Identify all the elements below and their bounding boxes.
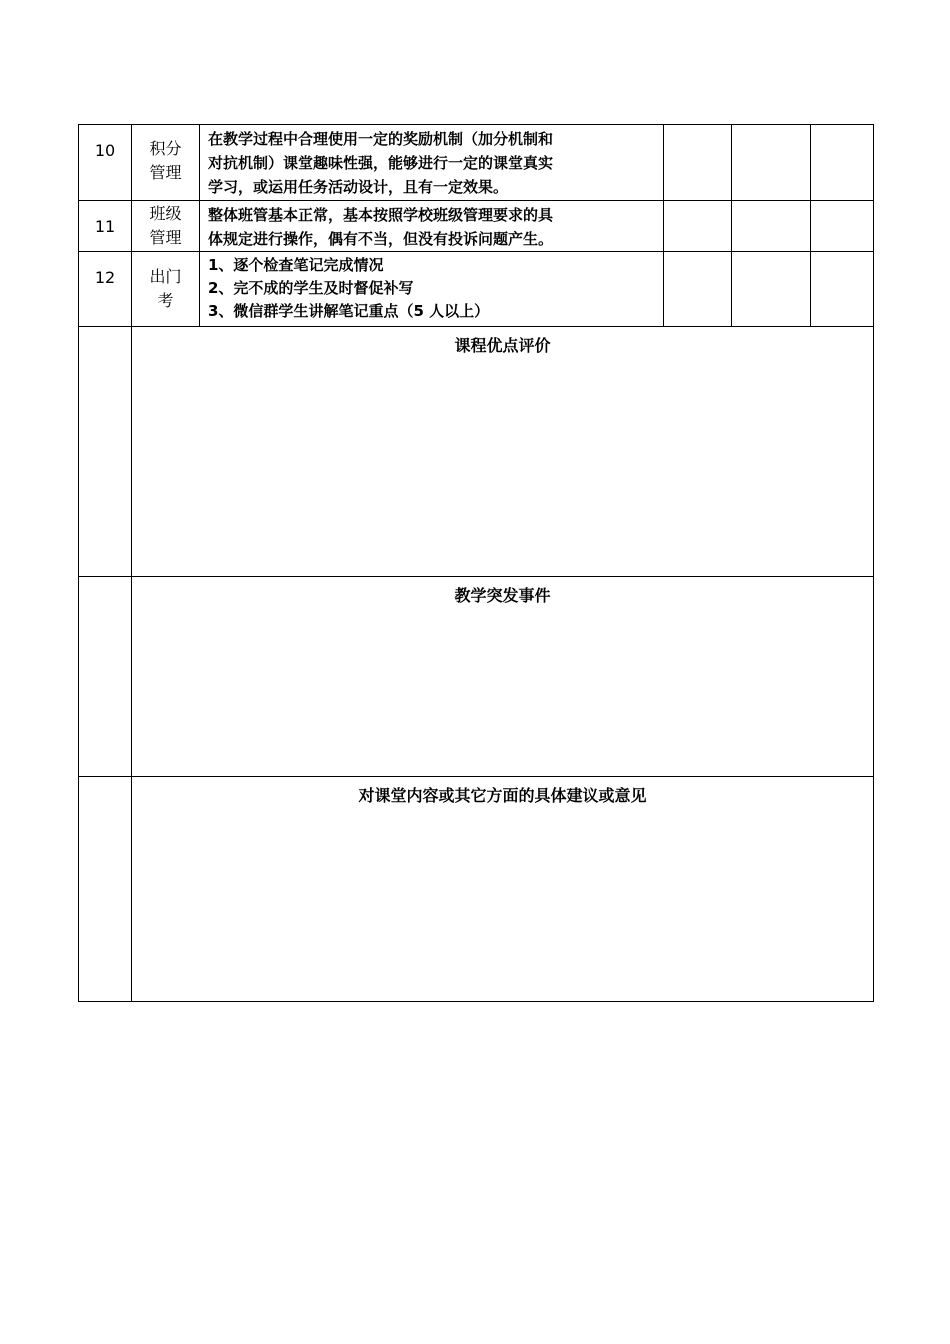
section-suggestions[interactable] — [132, 777, 874, 1002]
row-description — [200, 252, 664, 327]
table-row — [79, 125, 874, 201]
row-number: 10 — [79, 125, 132, 201]
row-category — [132, 252, 200, 327]
row-number: 12 — [79, 252, 132, 327]
description-line: 学习，或运用任务活动设计，且有一定效果。 — [208, 178, 509, 196]
section-title: 课程优点评价 — [454, 336, 551, 355]
score-cell[interactable] — [811, 252, 874, 327]
row-category-line: 考 — [157, 291, 174, 310]
section-row — [79, 777, 874, 1002]
section-title: 对课堂内容或其它方面的具体建议或意见 — [358, 786, 647, 805]
description-line: 体规定进行操作，偶有不当，但没有投诉问题产生。 — [208, 230, 554, 248]
score-cell[interactable] — [732, 125, 811, 201]
score-cell[interactable] — [811, 125, 874, 201]
section-row — [79, 577, 874, 777]
description-line: 对抗机制）课堂趣味性强，能够进行一定的课堂真实 — [208, 154, 554, 172]
score-cell[interactable] — [664, 252, 732, 327]
section-title: 教学突发事件 — [454, 586, 551, 605]
description-line: 3、微信群学生讲解笔记重点（5 人以上） — [208, 302, 490, 320]
row-category-line: 管理 — [149, 228, 182, 247]
score-cell[interactable] — [732, 252, 811, 327]
row-number: 11 — [79, 201, 132, 252]
score-cell[interactable] — [664, 125, 732, 201]
row-category — [132, 201, 200, 252]
score-cell[interactable] — [811, 201, 874, 252]
description-line: 在教学过程中合理使用一定的奖励机制（加分机制和 — [208, 130, 554, 148]
row-description — [200, 201, 664, 252]
row-category-line: 积分 — [149, 139, 182, 158]
row-category-line: 管理 — [149, 163, 182, 182]
section-number-cell — [79, 777, 132, 1002]
section-number-cell — [79, 327, 132, 577]
score-cell[interactable] — [732, 201, 811, 252]
table-row — [79, 252, 874, 327]
section-incidents[interactable] — [132, 577, 874, 777]
row-category — [132, 125, 200, 201]
row-category-line: 班级 — [149, 204, 182, 223]
table-row — [79, 201, 874, 252]
description-line: 1、逐个检查笔记完成情况 — [208, 256, 384, 274]
section-row — [79, 327, 874, 577]
section-strengths[interactable] — [132, 327, 874, 577]
description-line: 整体班管基本正常，基本按照学校班级管理要求的具 — [208, 206, 554, 224]
description-line: 2、完不成的学生及时督促补写 — [208, 279, 414, 297]
row-description — [200, 125, 664, 201]
row-category-line: 出门 — [149, 267, 182, 286]
section-number-cell — [79, 577, 132, 777]
evaluation-table — [78, 124, 874, 1002]
score-cell[interactable] — [664, 201, 732, 252]
